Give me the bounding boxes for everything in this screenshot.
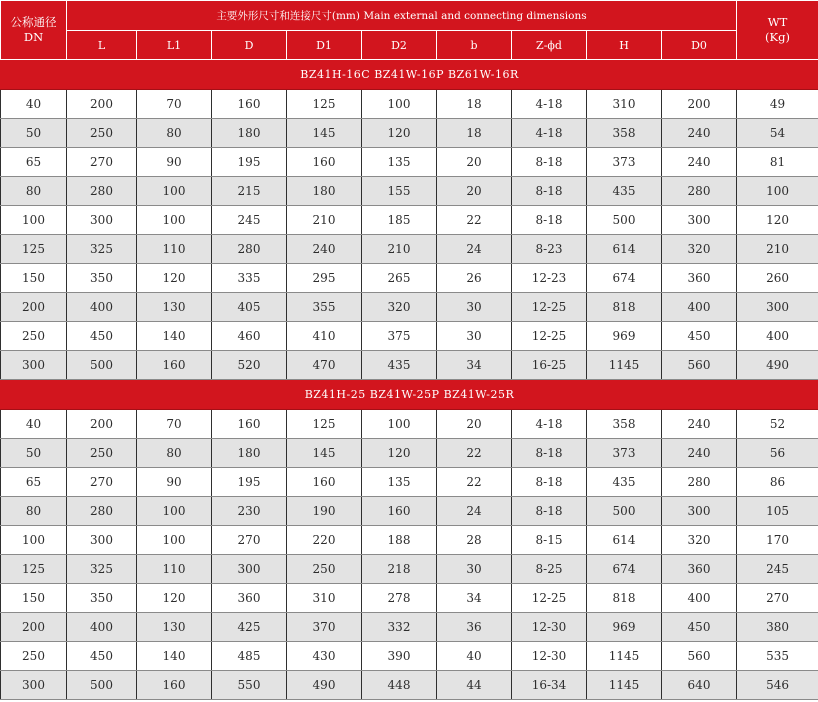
table-row bbox=[1, 613, 818, 642]
table-cell: 270 bbox=[67, 148, 137, 177]
section-title: BZ41H-25 BZ41W-25P BZ41W-25R bbox=[1, 380, 818, 410]
table-cell: 210 bbox=[287, 206, 362, 235]
table-cell: 12-30 bbox=[512, 642, 587, 671]
table-cell: 145 bbox=[287, 119, 362, 148]
table-cell: 969 bbox=[587, 613, 662, 642]
table-cell: 18 bbox=[437, 119, 512, 148]
table-cell: 180 bbox=[212, 439, 287, 468]
table-cell: 120 bbox=[362, 119, 437, 148]
table-cell: 300 bbox=[662, 497, 737, 526]
table-cell: 500 bbox=[587, 206, 662, 235]
table-cell: 8-18 bbox=[512, 468, 587, 497]
table-cell: 400 bbox=[67, 613, 137, 642]
table-cell: 30 bbox=[437, 293, 512, 322]
table-cell: 500 bbox=[587, 497, 662, 526]
table-cell: 280 bbox=[67, 177, 137, 206]
table-cell: 674 bbox=[587, 555, 662, 584]
table-cell: 310 bbox=[587, 90, 662, 119]
table-cell: 520 bbox=[212, 351, 287, 380]
table-cell: 325 bbox=[67, 235, 137, 264]
table-row bbox=[1, 90, 818, 119]
table-cell: 818 bbox=[587, 293, 662, 322]
dn-header bbox=[1, 1, 67, 60]
table-row bbox=[1, 235, 818, 264]
table-cell: 80 bbox=[137, 439, 212, 468]
column-header: D2 bbox=[362, 31, 437, 60]
table-row bbox=[1, 177, 818, 206]
table-cell: 1145 bbox=[587, 671, 662, 700]
weight-header-unit: (Kg) bbox=[765, 30, 790, 44]
table-cell: 230 bbox=[212, 497, 287, 526]
table-row bbox=[1, 671, 818, 700]
table-cell: 140 bbox=[137, 642, 212, 671]
table-cell: 12-25 bbox=[512, 293, 587, 322]
table-row bbox=[1, 497, 818, 526]
table-row bbox=[1, 439, 818, 468]
table-cell: 120 bbox=[137, 584, 212, 613]
table-cell: 81 bbox=[737, 148, 818, 177]
table-cell: 125 bbox=[287, 90, 362, 119]
table-cell: 65 bbox=[1, 148, 67, 177]
table-cell: 135 bbox=[362, 468, 437, 497]
table-cell: 278 bbox=[362, 584, 437, 613]
table-cell: 310 bbox=[287, 584, 362, 613]
table-cell: 30 bbox=[437, 322, 512, 351]
table-header bbox=[1, 1, 818, 60]
table-cell: 405 bbox=[212, 293, 287, 322]
table-cell: 358 bbox=[587, 119, 662, 148]
table-cell: 22 bbox=[437, 439, 512, 468]
table-row bbox=[1, 293, 818, 322]
table-cell: 100 bbox=[362, 90, 437, 119]
table-cell: 435 bbox=[587, 177, 662, 206]
table-cell: 160 bbox=[137, 351, 212, 380]
table-cell: 280 bbox=[662, 468, 737, 497]
table-cell: 34 bbox=[437, 584, 512, 613]
table-cell: 160 bbox=[137, 671, 212, 700]
table-cell: 16-34 bbox=[512, 671, 587, 700]
table-cell: 120 bbox=[137, 264, 212, 293]
table-cell: 818 bbox=[587, 584, 662, 613]
table-cell: 8-18 bbox=[512, 497, 587, 526]
table-cell: 535 bbox=[737, 642, 818, 671]
section-header-row bbox=[1, 60, 818, 90]
column-header: L bbox=[67, 31, 137, 60]
table-cell: 195 bbox=[212, 468, 287, 497]
table-cell: 86 bbox=[737, 468, 818, 497]
table-cell: 100 bbox=[1, 206, 67, 235]
table-cell: 20 bbox=[437, 148, 512, 177]
column-header: D bbox=[212, 31, 287, 60]
table-cell: 450 bbox=[67, 322, 137, 351]
table-cell: 120 bbox=[362, 439, 437, 468]
column-header: D1 bbox=[287, 31, 362, 60]
table-cell: 26 bbox=[437, 264, 512, 293]
table-cell: 180 bbox=[287, 177, 362, 206]
column-header: b bbox=[437, 31, 512, 60]
table-cell: 250 bbox=[1, 642, 67, 671]
table-cell: 22 bbox=[437, 206, 512, 235]
table-cell: 380 bbox=[737, 613, 818, 642]
table-row bbox=[1, 642, 818, 671]
table-cell: 370 bbox=[287, 613, 362, 642]
table-cell: 270 bbox=[737, 584, 818, 613]
table-cell: 450 bbox=[67, 642, 137, 671]
table-cell: 240 bbox=[662, 119, 737, 148]
table-cell: 430 bbox=[287, 642, 362, 671]
table-cell: 358 bbox=[587, 410, 662, 439]
table-cell: 130 bbox=[137, 613, 212, 642]
table-cell: 65 bbox=[1, 468, 67, 497]
table-cell: 360 bbox=[662, 555, 737, 584]
table-row bbox=[1, 351, 818, 380]
table-cell: 450 bbox=[662, 322, 737, 351]
table-cell: 270 bbox=[67, 468, 137, 497]
table-cell: 500 bbox=[67, 351, 137, 380]
table-cell: 360 bbox=[662, 264, 737, 293]
table-cell: 300 bbox=[67, 526, 137, 555]
table-cell: 674 bbox=[587, 264, 662, 293]
table-cell: 425 bbox=[212, 613, 287, 642]
table-cell: 300 bbox=[1, 671, 67, 700]
table-cell: 56 bbox=[737, 439, 818, 468]
column-header: H bbox=[587, 31, 662, 60]
table-cell: 100 bbox=[1, 526, 67, 555]
table-cell: 188 bbox=[362, 526, 437, 555]
table-cell: 170 bbox=[737, 526, 818, 555]
table-cell: 250 bbox=[67, 439, 137, 468]
table-cell: 12-25 bbox=[512, 584, 587, 613]
main-dimensions-title: 主要外形尺寸和连接尺寸(mm) Main external and connecting dimensions bbox=[67, 1, 737, 31]
table-cell: 52 bbox=[737, 410, 818, 439]
table-cell: 8-23 bbox=[512, 235, 587, 264]
table-cell: 200 bbox=[1, 613, 67, 642]
table-cell: 220 bbox=[287, 526, 362, 555]
table-cell: 1145 bbox=[587, 351, 662, 380]
table-cell: 410 bbox=[287, 322, 362, 351]
table-row bbox=[1, 555, 818, 584]
table-cell: 50 bbox=[1, 119, 67, 148]
section-title: BZ41H-16C BZ41W-16P BZ61W-16R bbox=[1, 60, 818, 90]
table-cell: 140 bbox=[137, 322, 212, 351]
table-cell: 100 bbox=[137, 206, 212, 235]
table-cell: 120 bbox=[737, 206, 818, 235]
table-row bbox=[1, 584, 818, 613]
table-cell: 250 bbox=[1, 322, 67, 351]
table-cell: 8-15 bbox=[512, 526, 587, 555]
column-header: Z-ϕd bbox=[512, 31, 587, 60]
table-cell: 110 bbox=[137, 555, 212, 584]
weight-header bbox=[737, 1, 818, 60]
table-cell: 20 bbox=[437, 410, 512, 439]
table-cell: 280 bbox=[662, 177, 737, 206]
table-cell: 550 bbox=[212, 671, 287, 700]
table-cell: 105 bbox=[737, 497, 818, 526]
table-cell: 40 bbox=[1, 90, 67, 119]
table-cell: 200 bbox=[67, 90, 137, 119]
table-cell: 390 bbox=[362, 642, 437, 671]
table-cell: 180 bbox=[212, 119, 287, 148]
table-row bbox=[1, 410, 818, 439]
table-cell: 332 bbox=[362, 613, 437, 642]
table-cell: 160 bbox=[287, 148, 362, 177]
table-cell: 80 bbox=[1, 497, 67, 526]
table-cell: 490 bbox=[287, 671, 362, 700]
table-cell: 215 bbox=[212, 177, 287, 206]
table-cell: 8-18 bbox=[512, 206, 587, 235]
table-cell: 300 bbox=[737, 293, 818, 322]
table-cell: 155 bbox=[362, 177, 437, 206]
table-cell: 350 bbox=[67, 584, 137, 613]
table-cell: 22 bbox=[437, 468, 512, 497]
table-cell: 350 bbox=[67, 264, 137, 293]
table-cell: 36 bbox=[437, 613, 512, 642]
table-cell: 300 bbox=[662, 206, 737, 235]
table-cell: 8-18 bbox=[512, 177, 587, 206]
table-row bbox=[1, 322, 818, 351]
table-body bbox=[1, 60, 818, 700]
table-cell: 24 bbox=[437, 497, 512, 526]
table-cell: 12-30 bbox=[512, 613, 587, 642]
table-cell: 50 bbox=[1, 439, 67, 468]
table-cell: 280 bbox=[212, 235, 287, 264]
weight-header-label: WT bbox=[767, 15, 788, 29]
table-cell: 40 bbox=[437, 642, 512, 671]
table-cell: 1145 bbox=[587, 642, 662, 671]
table-cell: 100 bbox=[737, 177, 818, 206]
table-cell: 614 bbox=[587, 526, 662, 555]
table-cell: 218 bbox=[362, 555, 437, 584]
table-cell: 240 bbox=[662, 410, 737, 439]
table-cell: 100 bbox=[362, 410, 437, 439]
table-cell: 560 bbox=[662, 351, 737, 380]
table-cell: 8-25 bbox=[512, 555, 587, 584]
table-row bbox=[1, 264, 818, 293]
section-header-row bbox=[1, 380, 818, 410]
table-cell: 969 bbox=[587, 322, 662, 351]
table-cell: 12-23 bbox=[512, 264, 587, 293]
column-header: L1 bbox=[137, 31, 212, 60]
table-cell: 125 bbox=[1, 235, 67, 264]
table-cell: 20 bbox=[437, 177, 512, 206]
table-cell: 560 bbox=[662, 642, 737, 671]
table-cell: 360 bbox=[212, 584, 287, 613]
table-cell: 270 bbox=[212, 526, 287, 555]
table-row bbox=[1, 526, 818, 555]
table-cell: 245 bbox=[737, 555, 818, 584]
table-cell: 448 bbox=[362, 671, 437, 700]
table-cell: 100 bbox=[137, 497, 212, 526]
table-cell: 400 bbox=[662, 584, 737, 613]
table-cell: 16-25 bbox=[512, 351, 587, 380]
table-row bbox=[1, 206, 818, 235]
table-cell: 355 bbox=[287, 293, 362, 322]
table-cell: 8-18 bbox=[512, 148, 587, 177]
table-row bbox=[1, 468, 818, 497]
table-cell: 210 bbox=[362, 235, 437, 264]
table-cell: 8-18 bbox=[512, 439, 587, 468]
table-cell: 260 bbox=[737, 264, 818, 293]
table-cell: 460 bbox=[212, 322, 287, 351]
table-cell: 546 bbox=[737, 671, 818, 700]
table-cell: 200 bbox=[67, 410, 137, 439]
table-cell: 265 bbox=[362, 264, 437, 293]
table-cell: 90 bbox=[137, 468, 212, 497]
table-cell: 160 bbox=[212, 410, 287, 439]
table-cell: 490 bbox=[737, 351, 818, 380]
table-cell: 240 bbox=[287, 235, 362, 264]
table-cell: 470 bbox=[287, 351, 362, 380]
table-cell: 500 bbox=[67, 671, 137, 700]
table-cell: 250 bbox=[287, 555, 362, 584]
table-cell: 125 bbox=[1, 555, 67, 584]
table-cell: 18 bbox=[437, 90, 512, 119]
table-cell: 160 bbox=[212, 90, 287, 119]
table-cell: 49 bbox=[737, 90, 818, 119]
table-cell: 373 bbox=[587, 439, 662, 468]
table-cell: 640 bbox=[662, 671, 737, 700]
table-cell: 4-18 bbox=[512, 410, 587, 439]
table-cell: 70 bbox=[137, 90, 212, 119]
table-cell: 250 bbox=[67, 119, 137, 148]
table-cell: 300 bbox=[1, 351, 67, 380]
table-cell: 335 bbox=[212, 264, 287, 293]
table-cell: 80 bbox=[137, 119, 212, 148]
table-cell: 295 bbox=[287, 264, 362, 293]
table-cell: 450 bbox=[662, 613, 737, 642]
table-cell: 28 bbox=[437, 526, 512, 555]
table-cell: 100 bbox=[137, 177, 212, 206]
table-cell: 54 bbox=[737, 119, 818, 148]
table-cell: 325 bbox=[67, 555, 137, 584]
table-cell: 195 bbox=[212, 148, 287, 177]
table-cell: 400 bbox=[737, 322, 818, 351]
table-row bbox=[1, 119, 818, 148]
table-cell: 80 bbox=[1, 177, 67, 206]
table-cell: 210 bbox=[737, 235, 818, 264]
table-row bbox=[1, 148, 818, 177]
table-cell: 34 bbox=[437, 351, 512, 380]
table-cell: 160 bbox=[287, 468, 362, 497]
table-cell: 100 bbox=[137, 526, 212, 555]
table-cell: 435 bbox=[587, 468, 662, 497]
table-cell: 24 bbox=[437, 235, 512, 264]
table-cell: 30 bbox=[437, 555, 512, 584]
table-cell: 40 bbox=[1, 410, 67, 439]
table-cell: 200 bbox=[1, 293, 67, 322]
table-cell: 185 bbox=[362, 206, 437, 235]
table-cell: 44 bbox=[437, 671, 512, 700]
table-cell: 245 bbox=[212, 206, 287, 235]
table-cell: 320 bbox=[662, 235, 737, 264]
table-cell: 135 bbox=[362, 148, 437, 177]
dn-header-label: DN bbox=[23, 30, 44, 44]
table-cell: 400 bbox=[67, 293, 137, 322]
table-cell: 110 bbox=[137, 235, 212, 264]
table-cell: 90 bbox=[137, 148, 212, 177]
table-cell: 320 bbox=[362, 293, 437, 322]
table-cell: 400 bbox=[662, 293, 737, 322]
table-cell: 320 bbox=[662, 526, 737, 555]
table-cell: 300 bbox=[67, 206, 137, 235]
table-cell: 160 bbox=[362, 497, 437, 526]
table-cell: 240 bbox=[662, 439, 737, 468]
table-cell: 240 bbox=[662, 148, 737, 177]
table-cell: 200 bbox=[662, 90, 737, 119]
table-cell: 485 bbox=[212, 642, 287, 671]
table-cell: 145 bbox=[287, 439, 362, 468]
table-cell: 125 bbox=[287, 410, 362, 439]
table-cell: 130 bbox=[137, 293, 212, 322]
table-cell: 150 bbox=[1, 264, 67, 293]
table-cell: 12-25 bbox=[512, 322, 587, 351]
table-cell: 4-18 bbox=[512, 90, 587, 119]
table-cell: 4-18 bbox=[512, 119, 587, 148]
table-cell: 150 bbox=[1, 584, 67, 613]
table-cell: 373 bbox=[587, 148, 662, 177]
column-header: D0 bbox=[662, 31, 737, 60]
table-cell: 190 bbox=[287, 497, 362, 526]
table-cell: 375 bbox=[362, 322, 437, 351]
table-cell: 300 bbox=[212, 555, 287, 584]
table-cell: 614 bbox=[587, 235, 662, 264]
dn-header-cn: 公称通径 bbox=[10, 15, 57, 29]
table-cell: 435 bbox=[362, 351, 437, 380]
table-cell: 70 bbox=[137, 410, 212, 439]
table-cell: 280 bbox=[67, 497, 137, 526]
